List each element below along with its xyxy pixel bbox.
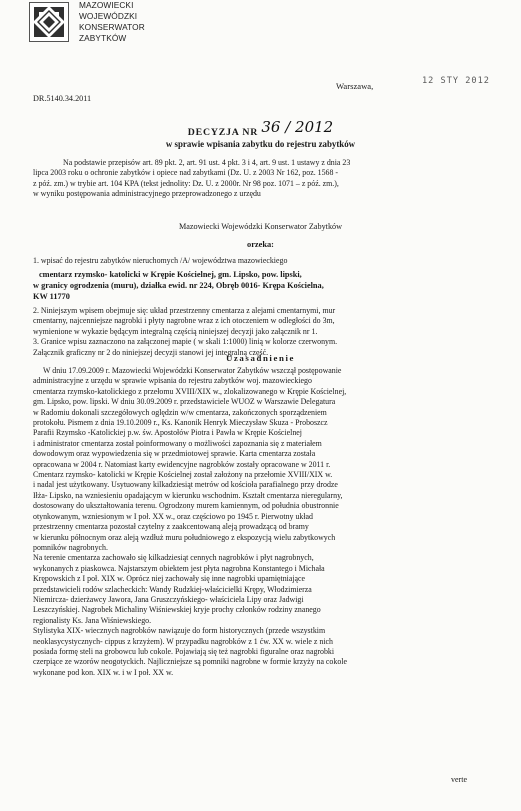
justification-line: administracyjne z urzędu w sprawie wpisania do rejestru zabytków woj. mazowieckiego (33, 376, 312, 386)
justification-line: pomników nagrobnych. (33, 542, 108, 552)
point-line: 2. Niniejszym wpisem obejmuje się: układ przestrzenny cmentarza z alejami cmentarnymi, mur (33, 306, 336, 315)
justification-line: opracowana w 2004 r. Natomiast karty ewidencyjne nagrobków zostały opracowane w 2011 r. (33, 459, 331, 469)
date-stamp: 12 STY 2012 (422, 76, 490, 86)
justification-line: Niemircza- dzierżawcy Jawora, Jana Gruszczyńskiego- właściciela Lipy oraz Jadwigi (33, 594, 304, 604)
justification-line: dostosowany do ukształtowania terenu. Ogrodzony murem kamiennym, od południa obustronnie (33, 501, 339, 511)
justification-body (33, 366, 347, 678)
protected-object (33, 270, 324, 302)
office-line: WOJEWÓDZKI (79, 11, 138, 21)
office-name (79, 0, 145, 44)
protected-object-line: cmentarz rzymsko- katolicki w Krępie Kościelnej, gm. Lipsko, pow. lipski, (39, 270, 302, 279)
office-line: MAZOWIECKI (79, 0, 134, 10)
justification-line: regionalisty Ks. Jana Wiśniewskiego. (33, 615, 152, 625)
justification-line: neoklasycystycznych- cippus z krzyżem). W przypadku nagrobków z 1 ćw. XX w. wiele z nich (33, 636, 333, 646)
decision-number-handwritten: 36 / 2012 (261, 118, 334, 136)
office-line: KONSERWATOR (79, 22, 145, 32)
legal-basis-line: lipca 2003 roku o ochronie zabytków i opiece nad zabytkami (Dz. U. z 2003 Nr 162, poz. 1568 - (33, 168, 339, 178)
justification-line: otynkowanym, wzniesionym w I poł. XX w., oraz częściowo po 1945 r. Pierwotny układ (33, 511, 313, 521)
justification-line: cmentarza rzymsko-katolickiego z przełomu XVIII/XIX w., zlokalizowanego w Krępie Kościelnej, (33, 386, 347, 396)
justification-line: Na terenie cmentarza zachowało się kilkadziesiąt cennych nagrobków i płyt nagrobnych, (33, 553, 314, 563)
justification-line: protokołu. Pismem z dnia 19.10.2009 r., Ks. Kanonik Henryk Mieczysław Skuza - Proboszcz (33, 418, 328, 428)
legal-basis-line: z póź. zm.) w trybie art. 104 KPA (tekst jednolity: Dz. U. z 2000r. Nr 98 poz. 1071 – z póź. zm.), (33, 178, 339, 188)
justification-line: wykonane pod kon. XIX w. i w I poł. XX w. (33, 667, 174, 677)
justification-line: w Radomiu dokonali szczegółowych oględzin w/w cmentarza, zakończonych sporządzeniem (33, 407, 327, 417)
justification-line: Krępowskich z I poł. XIX w. Oprócz niej zachowały się inne nagrobki upamiętniające (33, 574, 306, 584)
justification-line: czerpiące ze wzorów neogotyckich. Najliczniejsze są pomniki nagrobne w formie krzyży na cokole (33, 657, 347, 667)
point-line: Załącznik graficzny nr 2 do niniejszej decyzji stanowi jej integralną część. (33, 347, 269, 357)
justification-line: Parafii Rzymsko -Katolickiej p.w. św. Apostołów Piotra i Pawła w Krępie Kościelnej (33, 428, 302, 438)
justification-line: wykonanych z piaskowca. Najstarszym obiektem jest płyta nagrobna Konstantego i Michała (33, 563, 325, 573)
protected-object-line: w granicy ogrodzenia (muru), działka ewid. nr 224, Obręb 0016- Krępa Kościelna, (33, 280, 324, 290)
protected-object-line: KW 11770 (33, 291, 70, 301)
office-line: ZABYTKÓW (79, 33, 127, 43)
point-line: 3. Granice wpisu zaznaczono na załączonej mapie ( w skali 1:1000) linią w kolorze czerwonym. (33, 337, 338, 347)
points-2-3 (33, 306, 337, 358)
orzeka-label: orzeka: (247, 240, 274, 249)
justification-line: przestrzenny cmentarza pozostał czytelny z zaakcentowaną aleją prowadzącą od bramy (33, 522, 309, 532)
point-1: 1. wpisać do rejestru zabytków nieruchomych /A/ województwa mazowieckiego (33, 256, 288, 265)
justification-heading: Uzasadnienie (225, 353, 296, 363)
konserwator-logo-icon (29, 2, 69, 42)
legal-basis-line: w wyniku postępowania administracyjnego przeprowadzonego z urzędu (33, 189, 261, 199)
justification-line: i nadal jest użytkowany. Usytuowany kilkadziesiąt metrów od kościoła parafialnego przy drodze (33, 480, 338, 490)
justification-line: Cmentarz rzymsko- katolicki w Krępie Kościelnej został założony na przełomie XVIII/XIX w. (33, 470, 333, 480)
justification-line: posiada formę steli na grobowcu lub cokole. Pojawiają się też nagrobki figuralne oraz nagrobki (33, 646, 335, 656)
point-line: wymienione w wykazie będącym integralną częścią niniejszej decyzji jako załącznik nr 1. (33, 326, 318, 336)
justification-line: gm. Lipsko, pow. lipski. W dniu 30.09.2009 r. przedstawiciele WUOZ w Warszawie Delegatura (33, 397, 336, 407)
justification-line: w kierunku północnym oraz aleją wzdłuż muru południowego z ekspozycją wielu zabytkowych (33, 532, 336, 542)
legal-basis-line: Na podstawie przepisów art. 89 pkt. 2, art. 91 ust. 4 pkt. 3 i 4, art. 9 ust. 1 ustawy z dnia 23 (63, 158, 351, 167)
place-label: Warszawa, (336, 81, 374, 91)
justification-line: Leszczyńskiej. Nagrobek Michaliny Wiśniewskiej kryje prochy członków rodziny znanego (33, 605, 321, 615)
justification-line: Iłża- Lipsko, na wzniesieniu opadającym w kierunku wschodnim. Kształt cmentarza nieregularny, (33, 490, 343, 500)
justification-line: dowodowym oraz wypowiedzenia się w przedmiotowej sprawie. Karta cmentarza została (33, 449, 316, 459)
justification-line: i administrator cmentarza został poinformowany o możliwości zapoznania się z materiałem (33, 438, 322, 448)
justification-line: przedstawicieli rodów szlacheckich: Wandy Rudzkiej-właścicielki Krępy, Włodzimierza (33, 584, 312, 594)
decision-subtitle: w sprawie wpisania zabytku do rejestru zabytków (165, 139, 356, 149)
legal-basis (33, 158, 350, 200)
issuing-organ: Mazowiecki Wojewódzki Konserwator Zabytków (178, 222, 343, 231)
reference-number: DR.5140.34.2011 (33, 94, 92, 103)
decision-title (0, 118, 521, 139)
verte-label: verte (451, 775, 467, 784)
justification-line: Stylistyka XIX- wiecznych nagrobków nawiązuje do form historycznych (przede wszystkim (33, 626, 326, 636)
point-line: cmentarny, najcenniejsze nagrobki i płyty nagrobne wraz z ich otoczeniem w odległości do 3m, (33, 316, 335, 326)
decision-title-prefix: DECYZJA NR (187, 127, 259, 138)
justification-line: W dniu 17.09.2009 r. Mazowiecki Wojewódzki Konserwator Zabytków wszczął postępowanie (43, 366, 342, 375)
